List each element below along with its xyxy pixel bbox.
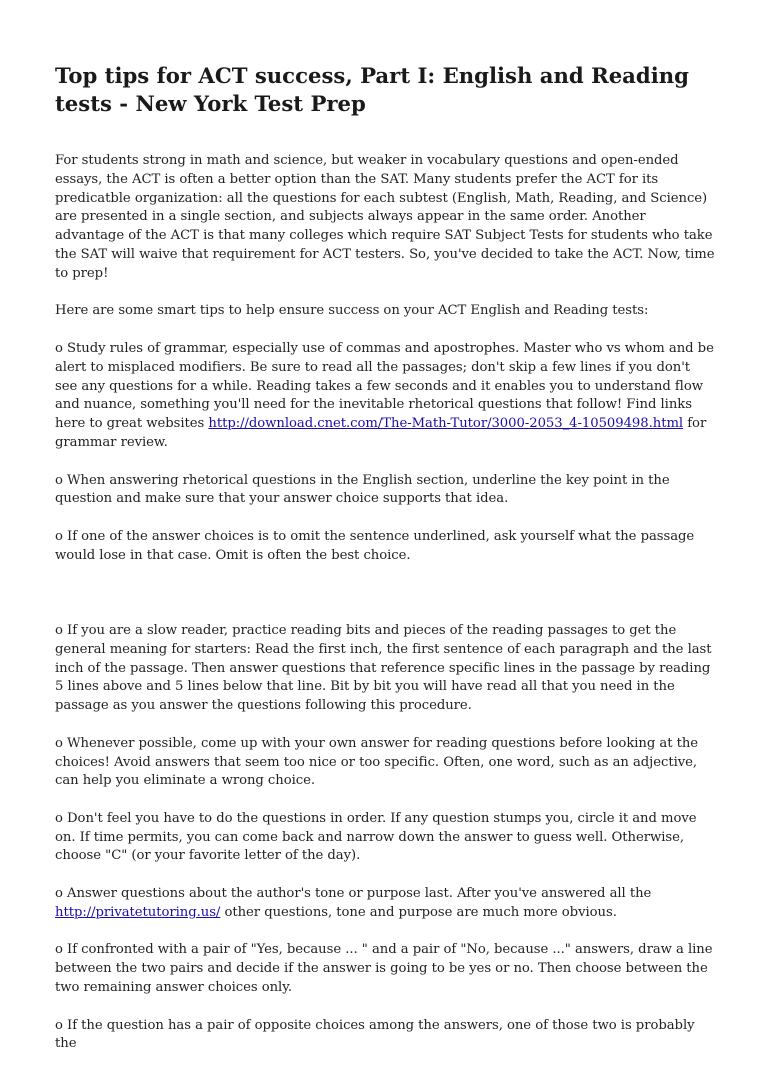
tutoring-link[interactable]: http://privatetutoring.us/ — [55, 904, 221, 920]
intro-paragraph: For students strong in math and science, but weaker in vocabulary questions and open-ended essays, the ACT is often a better option than the SAT. Many students prefer the ACT for its predicatble organization: all the questions for each subtest (English, Math, Reading, and Science) are presented in a single section, and subjects always appear in the same order. Another advantage of the ACT is that many colleges which require SAT Subject Tests for students who take the SAT will waive that requirement for ACT testers. So, you've decided to take the ACT. Now, time to prep! — [55, 153, 715, 281]
tip-grammar — [55, 340, 715, 453]
tip-tone-text-end: other questions, tone and purpose are much more obvious. — [220, 904, 617, 920]
page-title: Top tips for ACT success, Part I: English and Reading tests - New York Test Prep — [55, 63, 689, 116]
tip-opposite-choices: o If the question has a pair of opposite choices among the answers, one of those two is probably the — [55, 1017, 695, 1052]
document-page — [55, 62, 715, 1073]
tip-tone-text: o Answer questions about the author's tone or purpose last. After you've answered all the — [55, 886, 652, 902]
tip-rhetorical: o When answering rhetorical questions in the English section, underline the key point in the question and make sure that your answer choice supports that idea. — [55, 472, 670, 507]
tip-question-order: o Don't feel you have to do the questions in order. If any question stumps you, circle it and move on. If time permits, you can come back and narrow down the answer to guess well. Otherwise, choose "C" (or your favorite letter of the day). — [55, 810, 697, 864]
tip-grammar-text: o Study rules of grammar, especially use of commas and apostrophes. Master who vs whom and be alert to misplaced modifiers. Be sure to read all the passages; don't skip a few lines if you don't see any questions for a while. Reading takes a few seconds and it enables you to understand flow and nuance, something you'll need for the inevitable rhetorical questions that follow! Find links here to great websites — [55, 340, 714, 432]
section-gap — [55, 584, 715, 622]
grammar-link[interactable]: http://download.cnet.com/The-Math-Tutor/3000-2053_4-10509498.html — [208, 416, 684, 432]
tip-omit: o If one of the answer choices is to omit the sentence underlined, ask yourself what the passage would lose in that case. Omit is often the best choice. — [55, 528, 695, 563]
tip-slow-reader: o If you are a slow reader, practice reading bits and pieces of the reading passages to get the general meaning for starters: Read the first inch, the first sentence of each paragraph and the last inch of the passage. Then answer questions that reference specific lines in the passage by reading 5 lines above and 5 lines below that line. Bit by bit you will have read all that you need in the passage as you answer the questions following this procedure. — [55, 622, 712, 714]
lead-paragraph: Here are some smart tips to help ensure success on your ACT English and Reading tests: — [55, 303, 649, 319]
tip-yes-no-pairs: o If confronted with a pair of "Yes, because ... " and a pair of "No, because ..." answers, draw a line between the two pairs and decide if the answer is going to be yes or no. Then choose between the two remaining answer choices only. — [55, 942, 713, 996]
tip-own-answer: o Whenever possible, come up with your own answer for reading questions before looking at the choices! Avoid answers that seem too nice or too specific. Often, one word, such as an adjective, can help you eliminate a wrong choice. — [55, 735, 699, 789]
tip-grammar-text-end: for grammar review. — [55, 416, 707, 450]
tip-tone-purpose — [55, 885, 715, 923]
